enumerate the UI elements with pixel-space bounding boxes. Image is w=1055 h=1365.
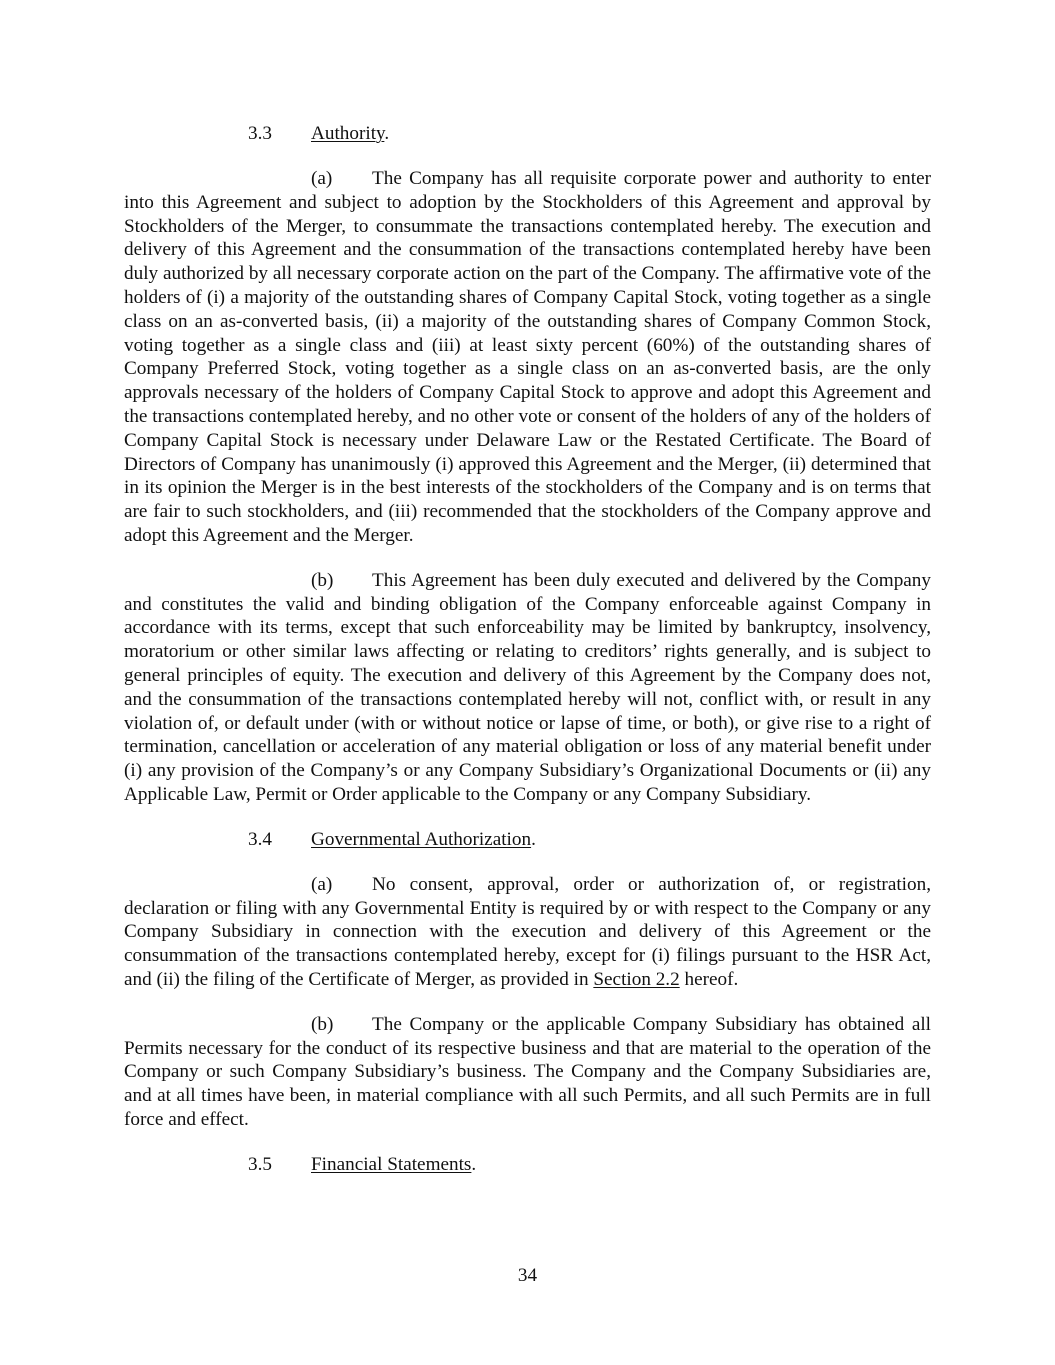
section-heading-3-5 (124, 1153, 931, 1177)
title-period: . (384, 123, 390, 144)
paragraph-text-tail: hereof. (679, 968, 739, 990)
document-page (124, 122, 931, 1198)
title-period: . (531, 828, 536, 850)
section-title (311, 828, 536, 852)
section-title-text: Authority (311, 123, 385, 144)
paragraph-marker: (b) (311, 569, 334, 591)
section-title (311, 122, 389, 146)
paragraph-3-3-b (124, 569, 931, 807)
section-heading-3-3 (124, 122, 931, 146)
section-title-text: Financial Statements (311, 1153, 472, 1175)
section-title (311, 1153, 476, 1177)
section-heading-3-4 (124, 828, 931, 852)
paragraph-text: This Agreement has been duly executed and delivered by the Company and constitutes the valid and binding obligation of the Company enforceable against Company in accordance with its terms, except that such enforceability may be limited by bankruptcy, insolvency, moratorium or other similar laws affecting or relating to creditors’ rights generally, and is subject to general principles of equity. The execution and delivery of this Agreement by the Company does not, and the consummation of the transactions contemplated hereby will not, conflict with, or result in any violation of, or default under (with or without notice or lapse of time, or both), or give rise to a right of termination, cancellation or acceleration of any material obligation or loss of any material benefit under (i) any provision of the Company’s or any Company Subsidiary’s Organizational Documents or (ii) any Applicable Law, Permit or Order applicable to the Company or any Company Subsidiary. (124, 569, 931, 805)
paragraph-3-3-a (124, 167, 931, 548)
paragraph-text: The Company or the applicable Company Subsidiary has obtained all Permits necessary for the conduct of its respective business and that are material to the operation of the Company or such Company Subsidiary’s business. The Company and the Company Subsidiaries are, and at all times have been, in material compliance with all such Permits, and all such Permits are in full force and effect. (124, 1013, 931, 1130)
paragraph-3-4-b (124, 1013, 931, 1132)
section-reference: Section 2.2 (593, 968, 680, 990)
title-period: . (471, 1153, 477, 1175)
paragraph-marker: (b) (311, 1013, 334, 1035)
paragraph-text: The Company has all requisite corporate power and authority to enter into this Agreement and subject to adoption by the Stockholders of this Agreement and approval by Stockholders of the Merger, to consummate the transactions contemplated hereby. The execution and delivery of this Agreement and the consummation of the transactions contemplated hereby have been duly authorized by all necessary corporate action on the part of the Company. The affirmative vote of the holders of (i) a majority of the outstanding shares of Company Capital Stock, voting together as a single class on an as-converted basis, (ii) a majority of the outstanding shares of Company Common Stock, voting together as a single class and (iii) at least sixty percent (60%) of the outstanding shares of Company Preferred Stock, voting together as a single class on an as-converted basis, are the only approvals necessary of the holders of Company Capital Stock to approve and adopt this Agreement and the transactions contemplated hereby, and no other vote or consent of the holders of any of the holders of Company Capital Stock is necessary under Delaware Law or the Restated Certificate. The Board of Directors of Company has unanimously (i) approved this Agreement and the Merger, (ii) determined that in its opinion the Merger is in the best interests of the stockholders of the Company and is on terms that are fair to such stockholders, and (iii) recommended that the stockholders of the Company approve and adopt this Agreement and the Merger. (124, 168, 931, 546)
paragraph-marker: (a) (311, 873, 333, 895)
section-number: 3.3 (248, 123, 272, 144)
paragraph-3-4-a (124, 873, 931, 992)
section-number: 3.4 (248, 828, 272, 850)
section-title-text: Governmental Authorization (311, 828, 532, 850)
paragraph-marker: (a) (311, 168, 333, 189)
page-number: 34 (517, 1265, 538, 1286)
section-number: 3.5 (248, 1153, 272, 1175)
paragraph-text: No consent, approval, order or authorization of, or registration, declaration or filing with any Governmental Entity is required by or with respect to the Company or any Company Subsidiary in connection with the execution and delivery of this Agreement or the consummation of the transactions contemplated hereby, except for (i) filings pursuant to the HSR Act, and (ii) the filing of the Certificate of Merger, as provided in (124, 873, 931, 990)
